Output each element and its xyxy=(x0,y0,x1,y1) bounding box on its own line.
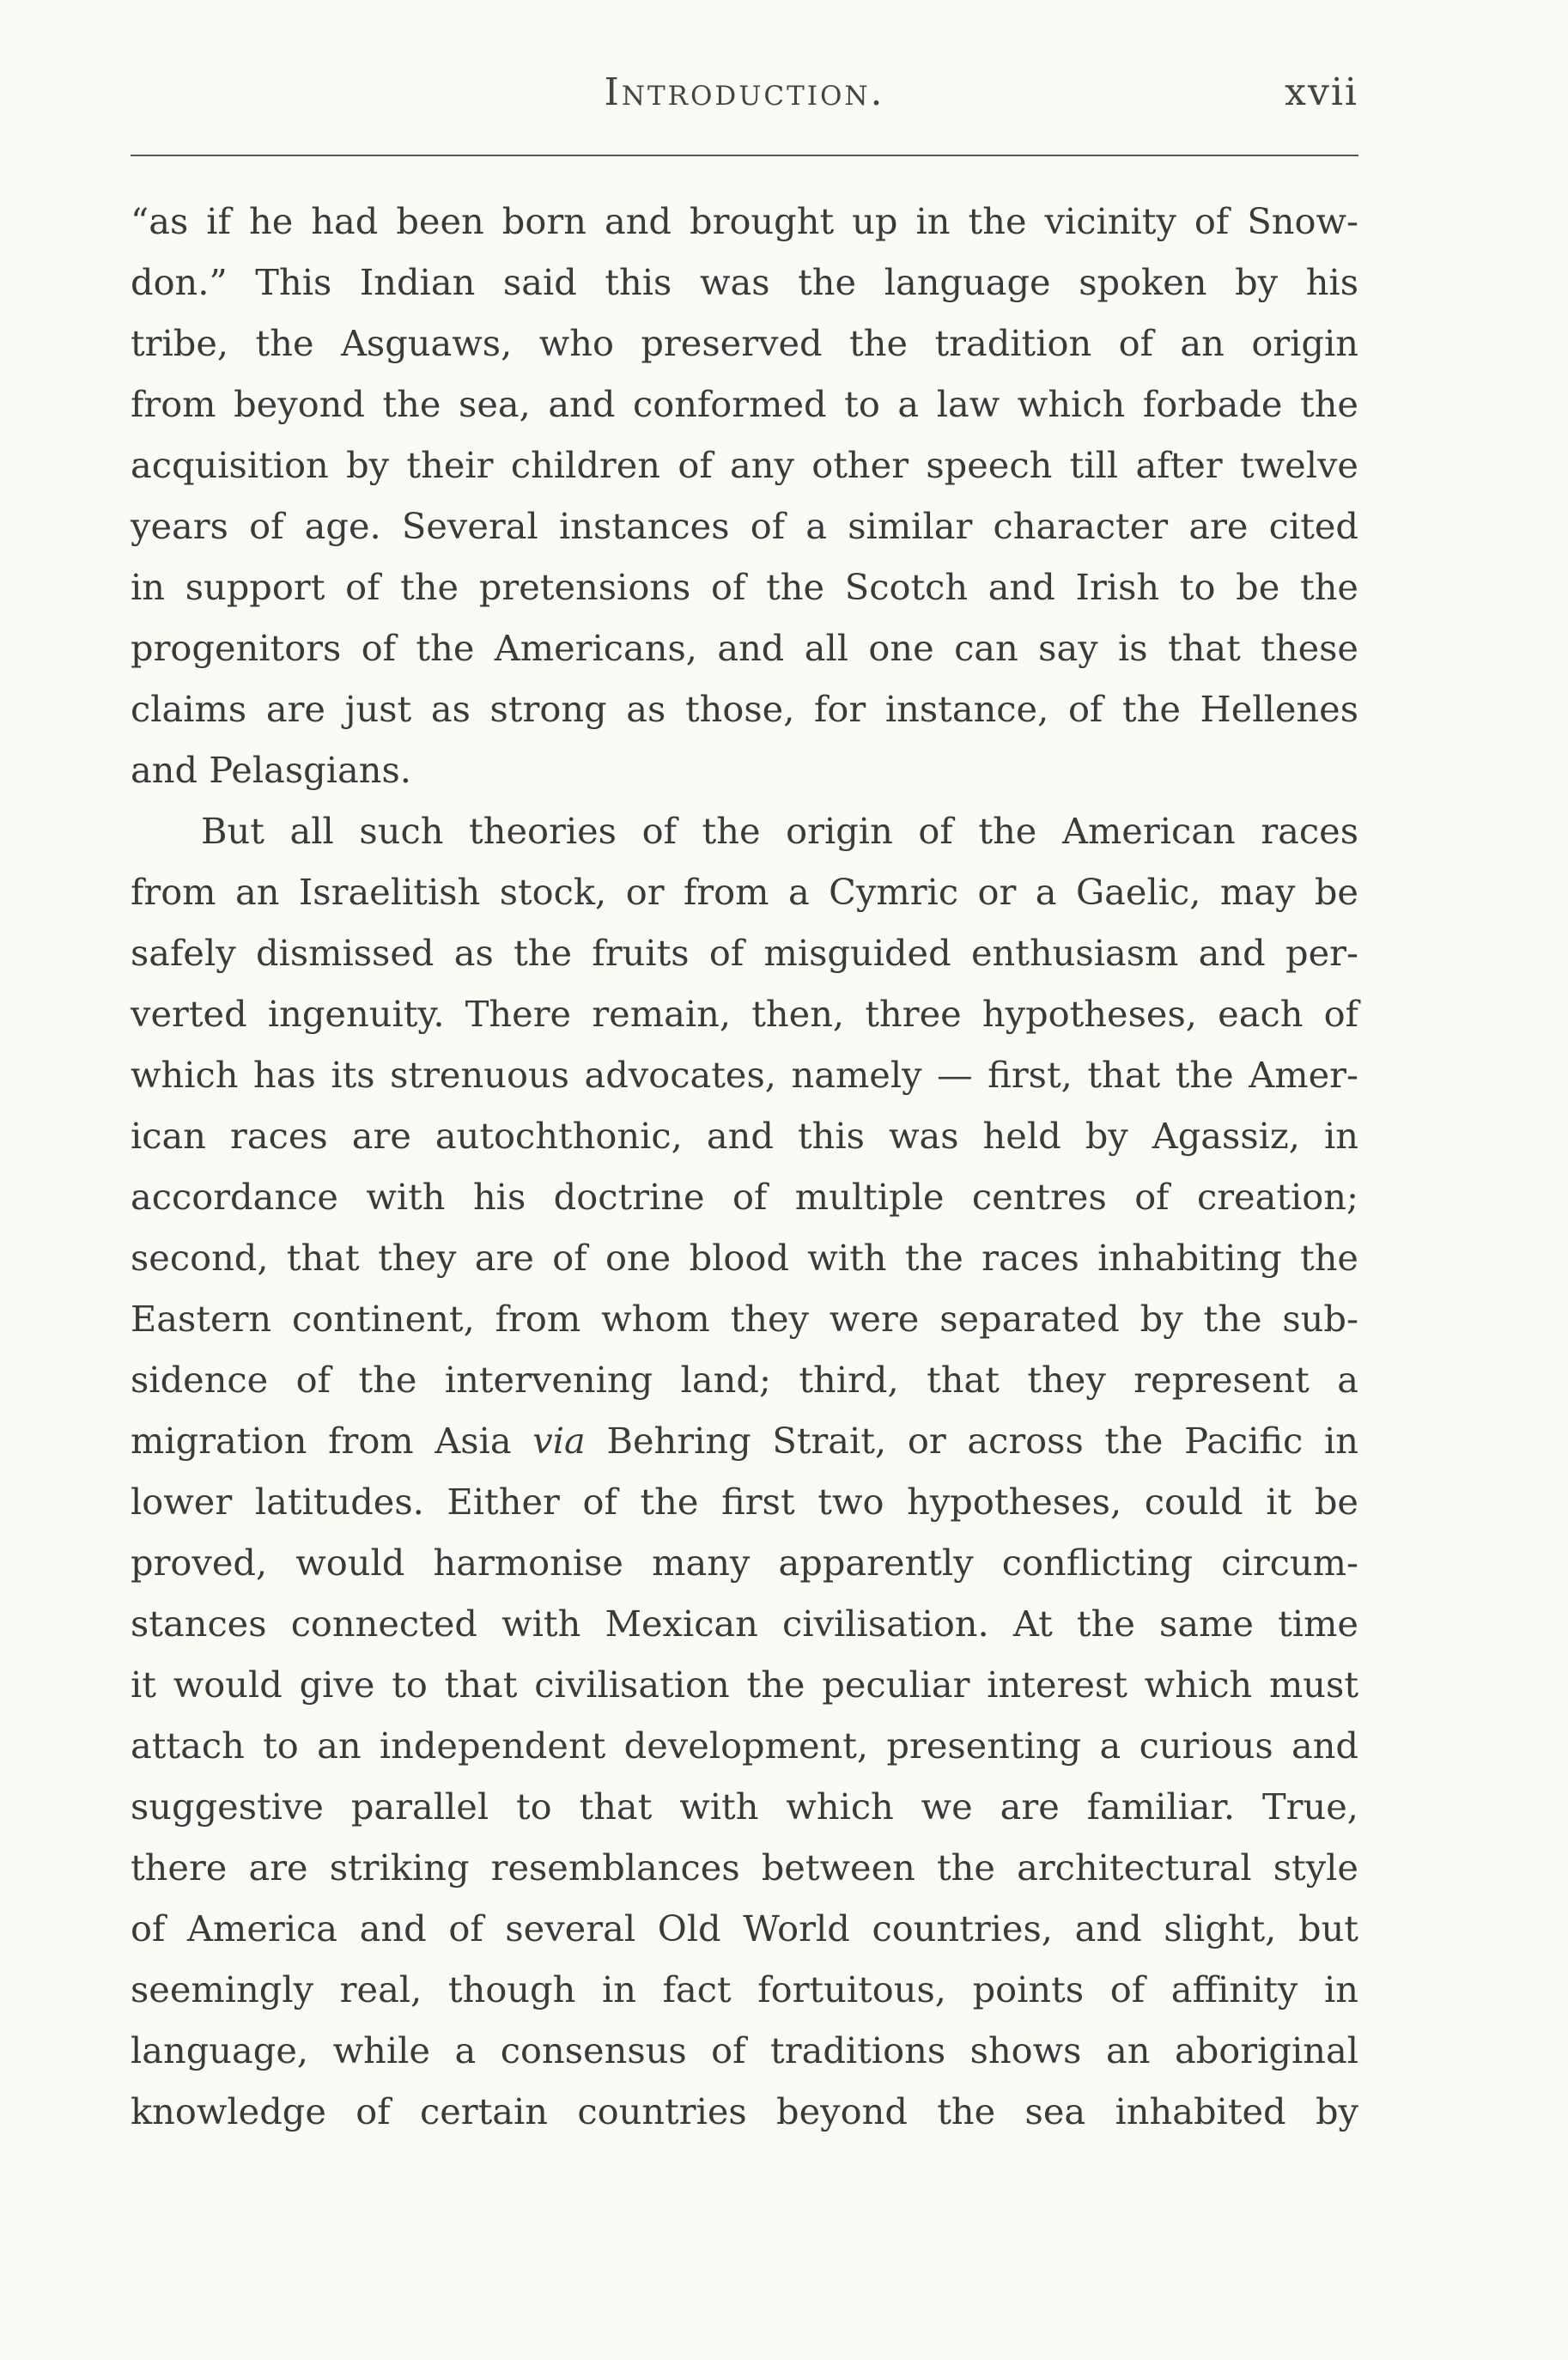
text-line: proved, would harmonise many apparently conflicting circum- xyxy=(131,1542,1358,1584)
text-line: don.” This Indian said this was the language spoken by his xyxy=(131,261,1358,303)
text-line: acquisition by their children of any other speech till after twelve xyxy=(131,444,1358,486)
text-line: second, that they are of one blood with the races inhabiting the xyxy=(131,1237,1358,1279)
text-line: accordance with his doctrine of multiple centres of creation; xyxy=(131,1176,1358,1218)
text-line: attach to an independent development, presenting a curious and xyxy=(131,1724,1358,1767)
text-line: verted ingenuity. There remain, then, three hypotheses, each of xyxy=(131,993,1358,1035)
body-text xyxy=(131,191,1358,2142)
italic-word: via xyxy=(532,1420,586,1462)
text-line: But all such theories of the origin of the American races xyxy=(201,810,1358,852)
text-line-via: migration from Asia via Behring Strait, or across the Pacific in xyxy=(131,1420,1358,1462)
page-number: xvii xyxy=(1285,70,1358,114)
running-title: Introduction. xyxy=(604,70,885,114)
running-head xyxy=(131,70,1358,122)
text-line: and Pelasgians. xyxy=(131,749,411,791)
text-line: claims are just as strong as those, for instance, of the Hellenes xyxy=(131,688,1358,730)
text-line: seemingly real, though in fact fortuitous, points of affinity in xyxy=(131,1968,1358,2010)
text-line: suggestive parallel to that with which we are familiar. True, xyxy=(131,1785,1358,1828)
text-line: there are striking resemblances between the architectural style xyxy=(131,1846,1358,1889)
text-line: stances connected with Mexican civilisation. At the same time xyxy=(131,1603,1358,1645)
text-line: from an Israelitish stock, or from a Cymric or a Gaelic, may be xyxy=(131,871,1358,913)
text-line: in support of the pretensions of the Scotch and Irish to be the xyxy=(131,566,1358,608)
text-line: Eastern continent, from whom they were separated by the sub- xyxy=(131,1298,1358,1340)
text-line: tribe, the Asguaws, who preserved the tradition of an origin xyxy=(131,322,1358,364)
text-line: lower latitudes. Either of the first two hypotheses, could it be xyxy=(131,1481,1358,1523)
text-line: safely dismissed as the fruits of misguided enthusiasm and per- xyxy=(131,932,1358,974)
text-line: years of age. Several instances of a similar character are cited xyxy=(131,505,1358,547)
text-line: language, while a consensus of traditions shows an aboriginal xyxy=(131,2029,1358,2071)
text-line: which has its strenuous advocates, namely — first, that the Amer- xyxy=(131,1054,1358,1096)
text-line: knowledge of certain countries beyond the sea inhabited by xyxy=(131,2090,1358,2132)
text-line: of America and of several Old World countries, and slight, but xyxy=(131,1907,1358,1949)
text-line: sidence of the intervening land; third, that they represent a xyxy=(131,1359,1358,1401)
text-line: ican races are autochthonic, and this was held by Agassiz, in xyxy=(131,1115,1358,1157)
header-rule xyxy=(131,155,1358,156)
text-line: it would give to that civilisation the peculiar interest which must xyxy=(131,1664,1358,1706)
text-line: “as if he had been born and brought up in the vicinity of Snow- xyxy=(131,200,1358,242)
text-line: from beyond the sea, and conformed to a law which forbade the xyxy=(131,383,1358,425)
text-line: progenitors of the Americans, and all one can say is that these xyxy=(131,627,1358,669)
